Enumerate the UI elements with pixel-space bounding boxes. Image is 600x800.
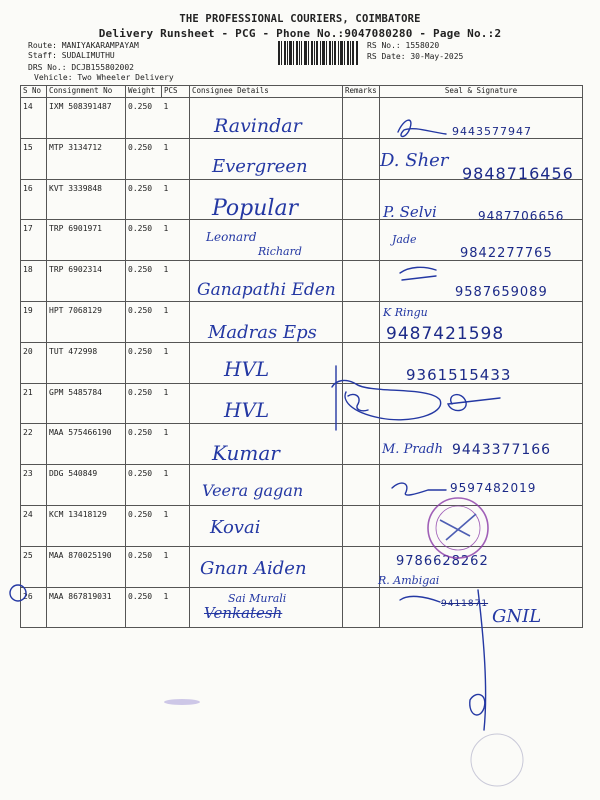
cell-consignment: KVT 3339848 xyxy=(47,179,126,220)
handwritten-consignee: HVL xyxy=(224,398,270,422)
handwritten-consignee: Popular xyxy=(212,196,299,221)
col-header-consignee: Consignee Details xyxy=(190,86,343,98)
cell-consignment: TRP 6901971 xyxy=(47,220,126,261)
handwritten-signature: GNIL xyxy=(492,606,542,627)
cell-pcs: 1 xyxy=(162,179,190,220)
col-header-consignment: Consignment No xyxy=(47,86,126,98)
cell-consignment: TUT 472998 xyxy=(47,342,126,383)
cell-sno: 15 xyxy=(21,138,47,179)
cell-weight: 0.250 xyxy=(126,505,162,546)
handwritten-signature: R. Ambigai xyxy=(378,574,440,587)
cell-remarks xyxy=(343,98,380,139)
cell-pcs: 1 xyxy=(162,424,190,465)
table-header-row xyxy=(21,86,583,98)
col-header-pcs: PCS xyxy=(162,86,190,98)
handwritten-consignee: Sai Murali xyxy=(228,592,287,605)
handwritten-phone: 9411871 xyxy=(441,599,489,609)
cell-consignment: MAA 870025190 xyxy=(47,546,126,587)
col-header-sno: S No xyxy=(21,86,47,98)
vehicle-label: Vehicle: Two Wheeler Delivery xyxy=(34,73,174,82)
cell-weight: 0.250 xyxy=(126,138,162,179)
cell-pcs: 1 xyxy=(162,587,190,628)
cell-weight: 0.250 xyxy=(126,261,162,302)
table-row xyxy=(21,383,583,424)
col-header-remarks: Remarks xyxy=(343,86,380,98)
cell-pcs: 1 xyxy=(162,465,190,506)
cell-remarks xyxy=(343,505,380,546)
cell-consignment: IXM 508391487 xyxy=(47,98,126,139)
cell-sno: 24 xyxy=(21,505,47,546)
handwritten-consignee: Evergreen xyxy=(212,156,308,177)
cell-weight: 0.250 xyxy=(126,465,162,506)
cell-pcs: 1 xyxy=(162,138,190,179)
cell-pcs: 1 xyxy=(162,98,190,139)
handwritten-consignee: Kovai xyxy=(210,517,261,538)
table-row xyxy=(21,505,583,546)
cell-consignment: MAA 867819031 xyxy=(47,587,126,628)
handwritten-consignee: Madras Eps xyxy=(208,322,317,343)
cell-sno: 25 xyxy=(21,546,47,587)
cell-remarks xyxy=(343,546,380,587)
handwritten-signature: Jade xyxy=(392,233,417,246)
cell-remarks xyxy=(343,138,380,179)
cell-pcs: 1 xyxy=(162,261,190,302)
cell-seal xyxy=(380,505,583,546)
cell-sno: 20 xyxy=(21,342,47,383)
handwritten-consignee: HVL xyxy=(224,357,270,381)
handwritten-consignee: Veera gagan xyxy=(202,481,304,500)
cell-consignment: DDG 540849 xyxy=(47,465,126,506)
cell-remarks xyxy=(343,179,380,220)
cell-sno: 18 xyxy=(21,261,47,302)
cell-consignment: HPT 7068129 xyxy=(47,301,126,342)
cell-remarks xyxy=(343,465,380,506)
cell-remarks xyxy=(343,424,380,465)
col-header-seal: Seal & Signature xyxy=(380,86,583,98)
cell-consignment: KCM 13418129 xyxy=(47,505,126,546)
cell-sno: 17 xyxy=(21,220,47,261)
cell-remarks xyxy=(343,587,380,628)
cell-seal xyxy=(380,383,583,424)
ink-smudge xyxy=(164,699,200,705)
cell-remarks xyxy=(343,301,380,342)
cell-pcs: 1 xyxy=(162,383,190,424)
handwritten-consignee: Leonard xyxy=(206,230,257,244)
handwritten-signature: P. Selvi xyxy=(383,203,437,221)
staff-label: Staff: SUDALIMUTHU xyxy=(28,51,115,60)
runsheet-subtitle: Delivery Runsheet - PCG - Phone No.:9047080280 - Page No.:2 xyxy=(98,27,502,40)
cell-weight: 0.250 xyxy=(126,301,162,342)
handwritten-phone: 9848716456 xyxy=(462,164,574,183)
cell-consignment: GPM 5485784 xyxy=(47,383,126,424)
cell-remarks xyxy=(343,220,380,261)
company-title: THE PROFESSIONAL COURIERS, COIMBATORE xyxy=(179,13,421,25)
cell-sno: 23 xyxy=(21,465,47,506)
handwritten-phone: 9587659089 xyxy=(455,285,548,300)
cell-weight: 0.250 xyxy=(126,587,162,628)
rs-number: RS No.: 1558020 xyxy=(367,41,440,50)
cell-pcs: 1 xyxy=(162,505,190,546)
cell-weight: 0.250 xyxy=(126,424,162,465)
cell-consignment: MAA 575466190 xyxy=(47,424,126,465)
handwritten-phone: 9786628262 xyxy=(396,554,489,569)
handwritten-phone: 9487706656 xyxy=(478,209,565,223)
handwritten-signature: D. Sher xyxy=(380,150,449,171)
cell-weight: 0.250 xyxy=(126,220,162,261)
cell-sno: 22 xyxy=(21,424,47,465)
pen-stroke xyxy=(470,694,485,715)
cell-sno: 26 xyxy=(21,587,47,628)
cell-pcs: 1 xyxy=(162,546,190,587)
drs-label: DRS No.: DCJB155802002 xyxy=(28,63,134,72)
handwritten-consignee: Kumar xyxy=(212,441,280,465)
handwritten-consignee: Ravindar xyxy=(214,115,302,137)
cell-weight: 0.250 xyxy=(126,98,162,139)
faint-stamp xyxy=(471,734,523,786)
handwritten-consignee: Richard xyxy=(258,245,302,258)
cell-sno: 21 xyxy=(21,383,47,424)
cell-weight: 0.250 xyxy=(126,179,162,220)
cell-sno: 14 xyxy=(21,98,47,139)
handwritten-consignee: Venkatesh xyxy=(204,604,283,622)
rs-date: RS Date: 30-May-2025 xyxy=(367,52,464,61)
col-header-weight: Weight xyxy=(126,86,162,98)
cell-sno: 16 xyxy=(21,179,47,220)
cell-pcs: 1 xyxy=(162,220,190,261)
handwritten-consignee: Ganapathi Eden xyxy=(197,280,336,300)
handwritten-phone: 9443577947 xyxy=(452,125,532,138)
cell-weight: 0.250 xyxy=(126,546,162,587)
cell-pcs: 1 xyxy=(162,301,190,342)
cell-sno: 19 xyxy=(21,301,47,342)
handwritten-phone: 9597482019 xyxy=(450,481,537,495)
cell-consignment: MTP 3134712 xyxy=(47,138,126,179)
cell-weight: 0.250 xyxy=(126,383,162,424)
cell-consignment: TRP 6902314 xyxy=(47,261,126,302)
handwritten-phone: 9443377166 xyxy=(452,442,552,458)
cell-remarks xyxy=(343,342,380,383)
handwritten-phone: 9842277765 xyxy=(460,246,553,261)
handwritten-signature: M. Pradh xyxy=(382,442,443,457)
route-label: Route: MANIYAKARAMPAYAM xyxy=(28,41,139,50)
cell-remarks xyxy=(343,261,380,302)
barcode xyxy=(278,41,358,65)
handwritten-consignee: Gnan Aiden xyxy=(200,558,307,579)
handwritten-phone: 9487421598 xyxy=(386,324,505,344)
cell-weight: 0.250 xyxy=(126,342,162,383)
cell-remarks xyxy=(343,383,380,424)
handwritten-signature: K Ringu xyxy=(383,306,428,319)
cell-pcs: 1 xyxy=(162,342,190,383)
handwritten-phone: 9361515433 xyxy=(406,366,512,384)
